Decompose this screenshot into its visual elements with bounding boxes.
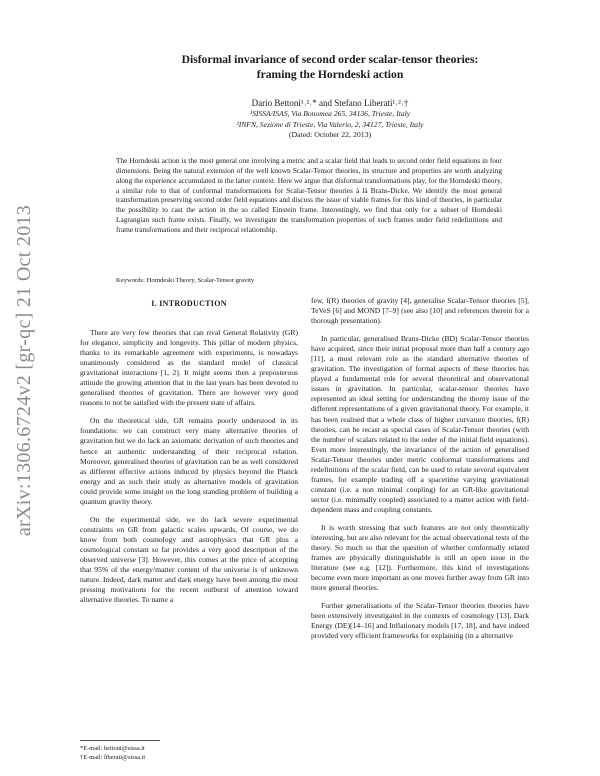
body-paragraph: There are very few theories that can rival General Relativity (GR) for elegance, simplicity and longevity. This pillar of modern physics, thanks to its remarkable agreement with experiments, is nowadays unanimously considered as the standard model of classical gravitational interactions [1, 2]. It might seems then a preposterous attitude the growing attention that in the last years has been devoted to generalised theories of gravitation. There are however very good reasons to not be satisfied with the present state of affairs. — [80, 328, 298, 408]
footnote-email-2: †E-mail: liberati@sissa.it — [80, 754, 146, 761]
footnote-divider — [80, 740, 160, 741]
title-line-1: Disformal invariance of second order scalar-tensor theories: — [181, 53, 479, 66]
date-line: (Dated: October 22, 2013) — [288, 130, 372, 139]
body-paragraph-continued: few, f(R) theories of gravity [4], generalise Scalar-Tensor theories [5], TeVeS [6] and MOND [7–9] (see also [10] and references therein for a thorough presentation). — [311, 296, 529, 326]
author-list: Dario Bettoni¹˒²˒* and Stefano Liberati¹˒²˒† — [251, 98, 409, 108]
body-paragraph: In particular, generalised Brans-Dicke (BD) Scalar-Tensor theories have acquired, since their initial proposal more than half a century ago [11], a most relevant role as the standard alternative theories of gravitation. The investigation of formal aspects of these theories has played a fundamental role for several theoretical and observational issues in gravitation. In particular, scalar-tensor theories have represented an ideal setting for understanding the thorny issue of the different representations of a given gravitational theory. For example, it has been realised that a whole class of higher curvature theories, f(R) theories, can be recast as special cases of Scalar-Tensor theories (with the number of scalars related to the order of the initial field equations). Even more interestingly, the invariance of the action of generalised Scalar-Tensor theories under metric conformal transformations and redefinitions of the scalar field, can be used to relate several equivalent frames, for example trading off a spacetime varying gravitational constant (i.e. a non minimal coupling) for an GR-like gravitational sector (i.e. minimally coupled) associated to a matter action with field-dependent mass and coupling constants. — [311, 334, 529, 514]
footnotes — [80, 744, 298, 762]
affiliations — [80, 109, 580, 130]
abstract: The Horndeski action is the most general one involving a metric and a scalar field that leads to second order field equations in four dimensions. Being the natural extension of the well known Scalar-Tensor theories, its structure and properties are worth analyzing along the experience accumulated in the latter context. Here we argue that disformal transformations play, for the Horndeski theory, a similar role to that of conformal transformations for Scalar-Tensor theories à là Brans-Dicke. We identify the most general transformation preserving second order field equations and discuss the issue of viable frames for this kind of theories, in particular the possibility to cast the action in the so called Einstein frame. Interestingly, we find that only for a subset of Horndeski Lagrangian such frame exists. Finally, we investigate the transformation properties of such frames under field redefinitions and frame transformations and their reciprocal relationship. — [116, 156, 502, 234]
body-paragraph: On the experimental side, we do lack severe experimental constraints on GR from galactic scales upwards. Of course, we do know from both cosmology and astrophysics that GR plus a cosmological constant so far provides a very good description of the observed universe [3]. However, this comes at the price of accepting that 95% of the energy/matter content of the universe is of unknown nature. Indeed, dark matter and dark energy have been among the most pressing motivations for the recent outburst of attention toward alternative theories. To name a — [80, 514, 298, 605]
body-paragraph: It is worth stressing that such features are not only theoretically interesting, but are also relevant for the actual observational tests of the theory. So much so that the question of whether conformally related frames are physically distinguishable is still an open issue in the literature (see e.g. [12]). Furthermore, this kind of investigations become even more important as one moves further away from GR into more general theories. — [311, 522, 529, 593]
footnote-email-1: *E-mail: bettoni@sissa.it — [80, 745, 145, 752]
body-paragraph: On the theoretical side, GR remains poorly understood in its foundations: we can construct very many alternative theories of gravitation but we do lack an axiomatic derivation of such theories and hence an authentic understanding of their reciprocal relation. Moreover, generalised theories of gravitation can be as well considered as different effective actions induced by physics beyond the Planck energy and as such their study as alternative models of gravitation could provide some insight on the long standing problem of building a quantum gravity theory. — [80, 416, 298, 506]
body-paragraph: Further generalisations of the Scalar-Tensor theories theories have been extensively investigated in the contexts of cosmology [13], Dark Energy (DE)[14–16] and Inflationary models [17, 18], and have indeed provided very efficient frameworks for explaining (in a alternative — [311, 601, 529, 641]
affiliation-2: ²INFN, Sezione di Trieste, Via Valerio, 2, 34127, Trieste, Italy — [236, 119, 424, 129]
paper-title — [80, 52, 580, 82]
arxiv-identifier-text: arXiv:1306.6724v2 [gr-qc] 21 Oct 2013 — [13, 204, 36, 536]
affiliation-1: ¹SISSA/ISAS, Via Bonomea 265, 34136, Trieste, Italy — [249, 109, 411, 118]
section-heading-introduction: I. INTRODUCTION — [151, 299, 227, 308]
arxiv-identifier-stamp — [8, 170, 42, 570]
right-column — [311, 296, 529, 650]
keywords: Keywords: Horndeski Theory, Scalar-Tensor gravity — [116, 277, 255, 284]
left-column — [80, 296, 298, 613]
title-line-2: framing the Horndeski action — [256, 68, 404, 81]
